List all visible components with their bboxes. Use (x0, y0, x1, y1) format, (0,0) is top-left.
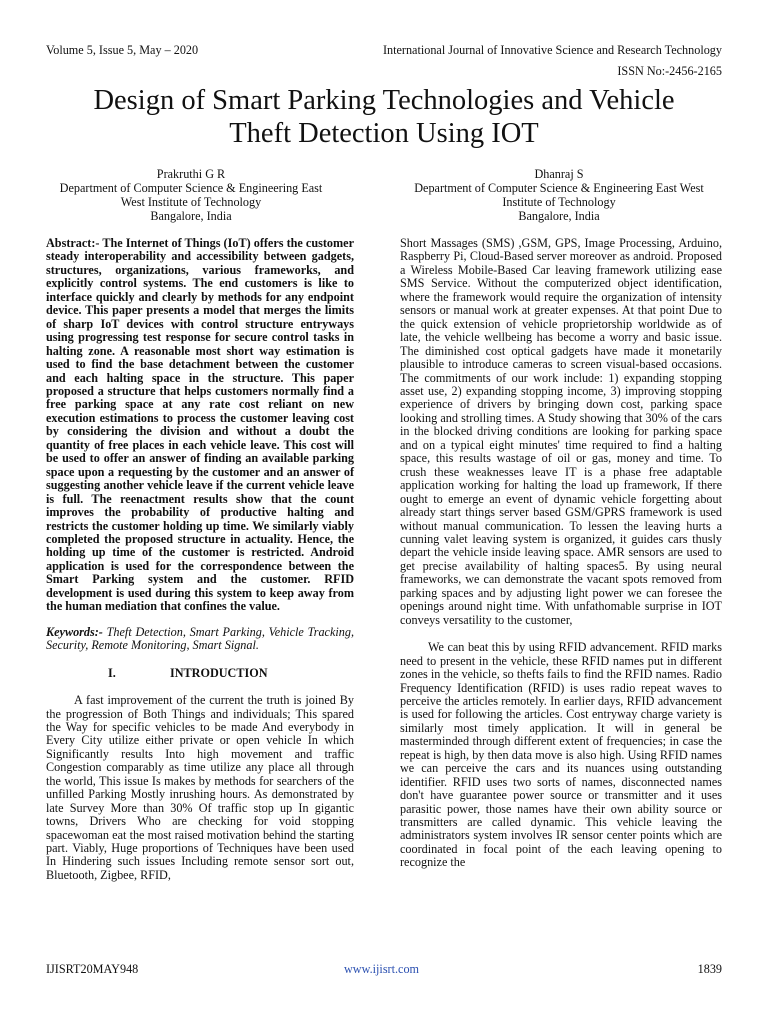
author-institute: Institute of Technology (502, 195, 616, 209)
body-paragraph-1: Short Massages (SMS) ,GSM, GPS, Image Processing, Arduino, Raspberry Pi, Cloud-Based server moreover as android. Proposed a Wireless Mobile-Based Car leaving framework utilizing ease SMS Service. Without the computerized object identification, where the framework would require the organization of intensity sensors or manual work at greater expenses. At that point Due to the quick extension of vehicle proprietorship worldwide as of late, the vehicle wellbeing has become a worry and basic issue. The diminished cost optical gadgets have made it monetarily plausible to introduce cameras to screen visual-based occasions. The commitments of our work include: 1) expanding stopping asset use, 2) expanding stopping income, 3) improving stopping experience of drivers by bringing down cost, parking space looking and strolling times. A Study showing that 30% of the cars in the blocked driving conditions are looking for parking space and on a typical eight minutes' time required to find a halting space, this results wastage of oil or gas, money and time. To crush these weaknesses leave IT is a phase free adaptable application working for halting the load up framework, If there ought to emerge an event of dynamic vehicle forgetting about already start things server based GSM/GPRS framework is used without manual communication. To lessen the leaving hurts a cunning valet leaving system is organized, it guides cars thusly depart the vehicle inside leaving space. AMR sensors are used to get precise availability of halting spaces5. By using neural frameworks, we can demonstrate the vacant spots removed from parking spaces and by adjusting light power we can foresee the openings around night time. With unfathomable surprise in IOT conveys versatility to the customer, (400, 236, 722, 627)
keywords-text: Theft Detection, Smart Parking, Vehicle Tracking, Security, Remote Monitoring, Smart Signal. (46, 624, 354, 653)
paper-id: IJISRT20MAY948 (46, 962, 139, 976)
author-block-1 (24, 167, 358, 223)
author-name: Dhanraj S (534, 167, 584, 181)
issn: ISSN No:-2456-2165 (617, 64, 722, 78)
journal-url[interactable]: www.ijisrt.com (344, 962, 420, 976)
intro-paragraph-1: A fast improvement of the current the truth is joined By the progression of Both Things and individuals; This spared the Way for specific vehicles to be made And everybody in Every City utilize either private or open vehicle In which Significantly results Into high movement and traffic Congestion comparably as time utilize any place all through the world, This issue Is makes by methods for searchers of the unfilled Parking Mostly inrushing hours. As demonstrated by late Survey More than 30% Of traffic stop up In gigantic towns, Drivers Who are checking for void stopping spacewoman eat the most raised motivation behind the starting part. Viably, Huge proportions of Techniques have been used In Hindering such issues Including remote sensor sort out, Bluetooth, Zigbee, RFID, (46, 693, 354, 882)
left-column (46, 237, 354, 882)
volume-info: Volume 5, Issue 5, May – 2020 (46, 43, 199, 57)
title-line-2: Theft Detection Using IOT (229, 118, 539, 149)
paper-title (40, 84, 728, 150)
abstract-label: Abstract:- (46, 236, 100, 250)
author-block-2 (396, 167, 722, 223)
title-line-1: Design of Smart Parking Technologies and Vehicle (93, 85, 675, 116)
section-number: I. (108, 665, 116, 680)
abstract (46, 237, 354, 614)
author-institute: West Institute of Technology (120, 195, 262, 209)
page-number: 1839 (697, 962, 722, 976)
author-name: Prakruthi G R (156, 167, 226, 181)
author-city: Bangalore, India (150, 209, 232, 223)
journal-name: International Journal of Innovative Science and Research Technology (382, 43, 722, 57)
author-city: Bangalore, India (518, 209, 600, 223)
right-column (400, 237, 722, 870)
section-title: INTRODUCTION (170, 665, 268, 680)
body-paragraph-2: We can beat this by using RFID advancement. RFID marks need to present in the vehicle, these RFID names put in different zones in the vehicle, so thefts fails to find the RFID names. Radio Frequency Identification (RFID) is uses radio repeat waves to perceive the articles remotely. In earlier days, RFID advancement is used for following the articles. Cost entryway charge variety is similarly most timely application. It will in general be masterminded through different extent of frequencies; in case the repeat is high, by then data move is also high. Using RFID names we can perceive the cars and its nuances using outstanding identifier. RFID uses two sorts of names, disconnected names don't have guarantee power source or transmitter and it uses parasitic power, those names have their own ability source or transmitters are called dynamic. This vehicle leaving the administrators system involves IR sensor center points which are coordinated in focal point of the each leaving opening to recognize the (400, 640, 722, 870)
author-department: Department of Computer Science & Engineering East (59, 181, 323, 195)
keywords-label: Keywords:- (46, 624, 103, 639)
abstract-text: The Internet of Things (IoT) offers the customer steady interoperability and accessibility between gadgets, structures, organizations, various frameworks, and explicitly control systems. The end customers is like to interface quickly and clearly by methods for any endpoint device. This paper presents a model that merges the limits of sharp IoT devices with control structure entryways using progressing test response for secure control tasks in halting zone. A reasonable most short way estimation is used to find the base detachment between the customer and each halting space in the structure. This paper proposed a structure that helps customers normally find a free parking space at any rate cost reliant on new execution estimations to process the customer leaving cost by considering the division and without a doubt the quantity of free places in each vehicle leave. This cost will be used to offer an answer of finding an available parking space upon a requesting by the customer and an answer of suggesting another vehicle leave if the current vehicle leave is full. The reenactment results show that the count improves the probability of productive halting and restricts the customer holding up time. We similarly viably completed the proposed structure in actuality. Hence, the holding up time of the customer is restricted. Android application is used for the correspondence between the Smart Parking system and the customer. RFID development is used during this system to keep away from the human mediation that confines the value. (46, 236, 354, 614)
author-department: Department of Computer Science & Engineering East West (414, 181, 704, 195)
section-heading (46, 667, 354, 680)
keywords (46, 626, 354, 653)
